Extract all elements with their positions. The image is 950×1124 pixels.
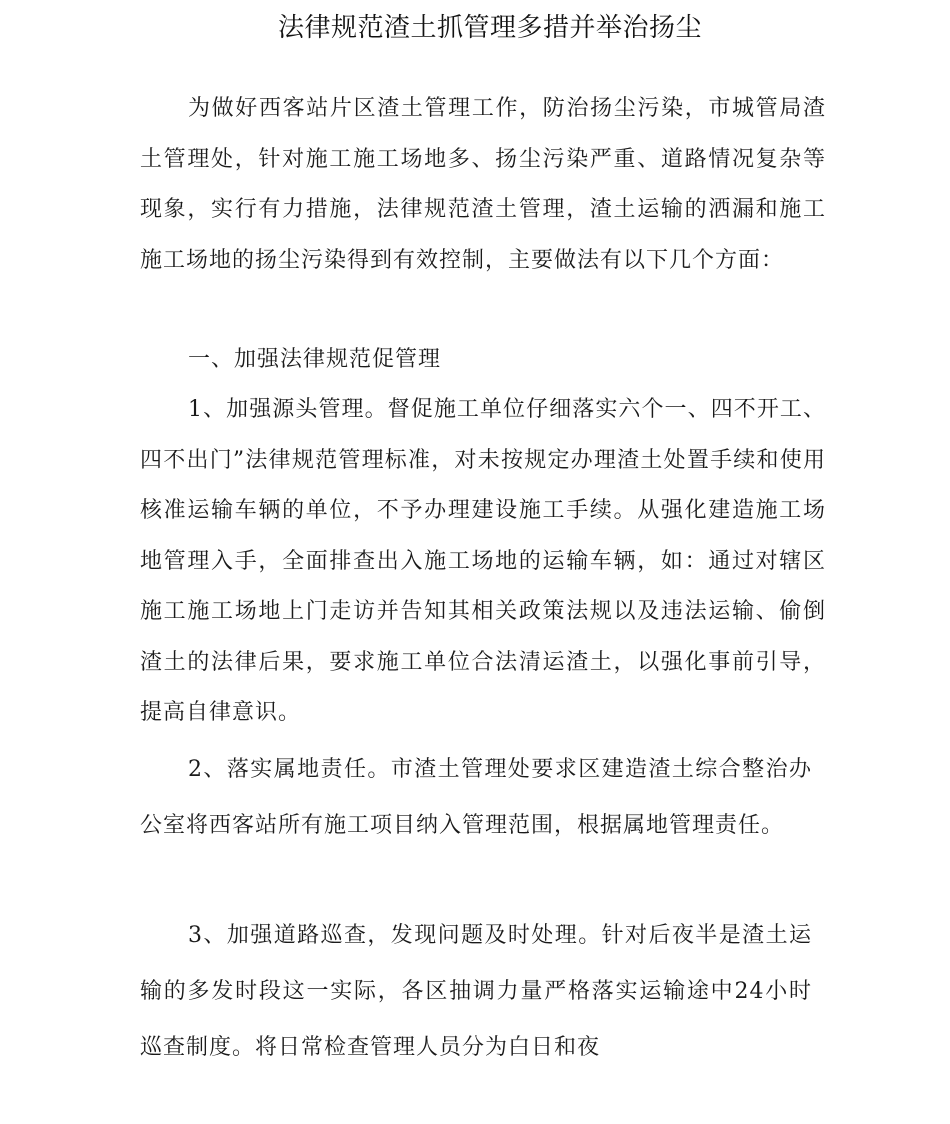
intro-paragraph: 为做好西客站片区渣土管理工作，防治扬尘污染，市城管局渣土管理处，针对施工施工场地多、扬尘污染严重、道路情况复杂等现象，实行有力措施，法律规范渣土管理，渣土运输的洒漏和施工施工场地的扬尘污染得到有效控制，主要做法有以下几个方面： <box>140 96 826 273</box>
item-2-paragraph: 2、落实属地责任。市渣土管理处要求区建造渣土综合整治办公室将西客站所有施工项目纳入管理范围，根据属地管理责任。 <box>140 757 812 838</box>
item-1-paragraph: 1、加强源头管理。督促施工单位仔细落实六个一、四不开工、四不出门”法律规范管理标准，对未按规定办理渣土处置手续和使用核准运输车辆的单位，不予办理建设施工手续。从强化建造施工场地管理入手，全面排查出入施工场地的运输车辆，如：通过对辖区施工施工场地上门走访并告知其相关政策法规以及违法运输、偷倒渣土的法律后果，要求施工单位合法清运渣土，以强化事前引导，提高自律意识。 <box>140 397 826 725</box>
document-title: 法律规范渣土抓管理多措并举治扬尘 <box>277 13 702 43</box>
item-3-paragraph: 3、加强道路巡查，发现问题及时处理。针对后夜半是渣土运输的多发时段这一实际，各区抽调力量严格落实运输途中24小时巡查制度。将日常检查管理人员分为白日和夜 <box>140 923 812 1060</box>
section-heading-1: 一、加强法律规范促管理 <box>188 347 442 372</box>
